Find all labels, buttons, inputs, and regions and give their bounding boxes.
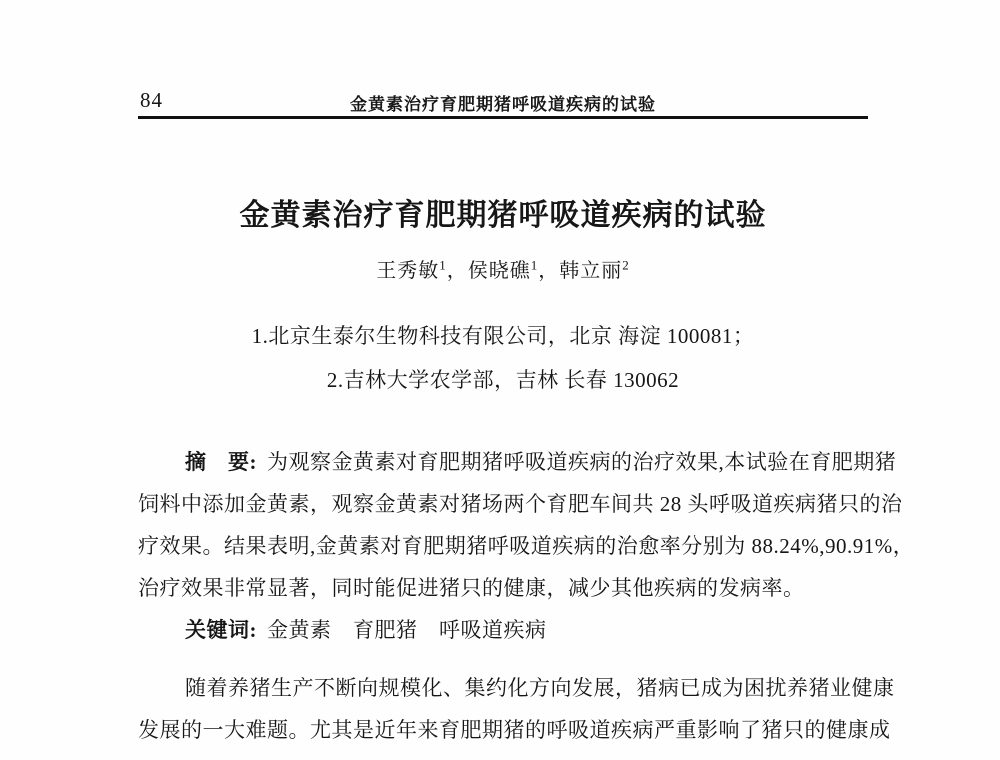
author-superscript: 1 — [439, 257, 447, 273]
author-name: 韩立丽 — [559, 260, 623, 282]
author-superscript: 2 — [622, 257, 630, 273]
affiliation-1: 1.北京生泰尔生物科技有限公司，北京 海淀 100081； — [251, 324, 755, 348]
page-number: 84 — [140, 88, 163, 112]
header-rule — [138, 116, 868, 119]
author — [559, 257, 630, 282]
keywords-label: 关键词: — [185, 618, 257, 642]
author-separator: ， — [446, 260, 468, 282]
keywords-line — [138, 609, 915, 651]
authors-line — [138, 254, 868, 283]
paper-title: 金黄素治疗育肥期猪呼吸道疾病的试验 — [239, 199, 767, 232]
abstract-label: 摘 要: — [185, 450, 257, 474]
author — [467, 257, 539, 282]
author-superscript: 1 — [530, 257, 539, 273]
author-separator: ， — [538, 260, 560, 282]
body-line: 发展的一大难题。尤其是近年来育肥期猪的呼吸道疾病严重影响了猪只的健康成 — [138, 718, 891, 742]
abstract-line: 疗效果。结果表明,金黄素对育肥期猪呼吸道疾病的治愈率分别为 88.24%,90.91%， — [138, 534, 915, 558]
author-name: 侯晓礁 — [467, 260, 531, 282]
affiliation-2: 2.吉林大学农学部，吉林 长春 130062 — [326, 368, 680, 392]
body-paragraph — [138, 667, 895, 751]
keywords-text: 金黄素 育肥猪 呼吸道疾病 — [267, 618, 547, 642]
abstract-section — [138, 441, 915, 609]
abstract-line: 饲料中添加金黄素，观察金黄素对猪场两个育肥车间共 28 头呼吸道疾病猪只的治 — [138, 492, 903, 516]
running-header-title: 金黄素治疗育肥期猪呼吸道疾病的试验 — [350, 95, 656, 114]
abstract-text: 为观察金黄素对育肥期猪呼吸道疾病的治疗效果,本试验在育肥期猪 — [267, 450, 897, 474]
abstract-line — [138, 441, 897, 483]
author-name: 王秀敏 — [376, 260, 440, 282]
author — [376, 257, 447, 282]
body-line: 随着养猪生产不断向规模化、集约化方向发展，猪病已成为困扰养猪业健康 — [185, 676, 895, 700]
abstract-line: 治疗效果非常显著，同时能促进猪只的健康，减少其他疾病的发病率。 — [138, 576, 805, 600]
